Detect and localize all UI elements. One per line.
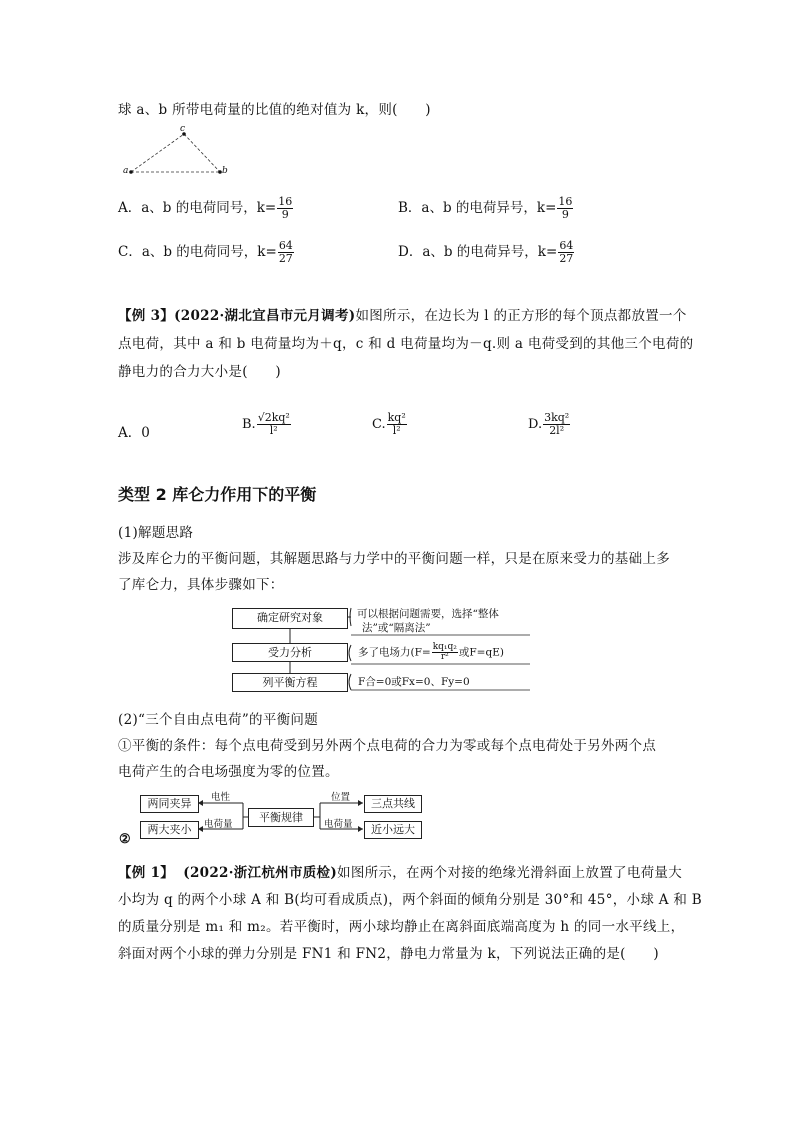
flow-step-1: 确定研究对象 [232, 608, 348, 629]
option-d: D．a、b 的电荷异号，k= $\frac{64}{27}$ [398, 239, 574, 265]
example1-line3: 的质量分别是 m₁ 和 m₂。若平衡时，两小球均静止在离斜面底端高度为 h 的同一水平线上， [118, 919, 685, 935]
label-b: b [222, 166, 228, 176]
subheading-1: (1)解题思路 [118, 525, 194, 541]
label-a: a [123, 166, 129, 176]
example3-option-a: A．0 [118, 425, 150, 441]
label-charge-sign: 电性 [211, 792, 231, 803]
flow-step-2: 受力分析 [232, 643, 348, 662]
option-a: A．a、b 的电荷同号，k= $\frac{16}{9}$ [118, 195, 293, 221]
example1-line2: 小均为 q 的两个小球 A 和 B(均可看成质点)，两个斜面的倾角分别是 30°和 45°，小球 A 和 B [118, 892, 702, 908]
example3-line3: 静电力的合力大小是( ) [118, 364, 281, 380]
subheading-2: (2)“三个自由点电荷”的平衡问题 [118, 712, 319, 728]
label-position: 位置 [331, 792, 351, 803]
rule-right-top: 三点共线 [364, 795, 422, 813]
example1-line4: 斜面对两个小球的弹力分别是 FN1 和 FN2，静电力常量为 k，下列说法正确的是( ) [118, 946, 659, 962]
condition-line1: ①平衡的条件：每个点电荷受到另外两个点电荷的合力为零或每个点电荷处于另外两个点 [118, 738, 657, 754]
paragraph-line1: 涉及库仑力的平衡问题，其解题思路与力学中的平衡问题一样，只是在原来受力的基础上多 [118, 551, 670, 567]
rule-center: 平衡规律 [248, 808, 314, 827]
label-c: c [180, 124, 186, 134]
flow-note-3: F合=0或Fx=0、Fy=0 [358, 676, 470, 688]
flow-note-1a: 可以根据问题需要，选择“整体 [357, 608, 499, 620]
rule-left-bottom: 两大夹小 [140, 821, 199, 839]
example3-option-c: C. $\frac{\text{kq²}}{\text{l²}}$ [372, 411, 406, 437]
example1-line1: 【例 1】 (2022·浙江杭州市质检)如图所示，在两个对接的绝缘光滑斜面上放置了电荷量大 [118, 865, 683, 881]
example3-option-b: B. $\frac{\text{√2kq²}}{\text{l²}}$ [242, 411, 290, 437]
label-charge-amount-left: 电荷量 [204, 819, 233, 830]
flow-step-3: 列平衡方程 [232, 673, 348, 692]
paragraph-line2: 了库仑力，具体步骤如下： [118, 577, 284, 593]
condition-line2: 电荷产生的合电场强度为零的位置。 [118, 764, 339, 780]
rule-right-bottom: 近小远大 [364, 821, 422, 839]
marker-2: ② [119, 832, 131, 847]
example3-option-d: D. $\frac{\text{3kq²}}{\text{2l²}}$ [528, 411, 570, 437]
example3-line1: 【例 3】(2022·湖北宜昌市元月调考)如图所示，在边长为 l 的正方形的每个顶点都放置一个 [118, 308, 687, 324]
section-title: 类型 2 库仑力作用下的平衡 [118, 485, 317, 504]
flow-note-1b: 法”或“隔离法” [362, 622, 431, 634]
option-b: B．a、b 的电荷异号，k= $\frac{16}{9}$ [398, 195, 573, 221]
example3-line2: 点电荷，其中 a 和 b 电荷量均为＋q，c 和 d 电荷量均为－q.则 a 电荷受到的其他三个电荷的 [118, 336, 694, 352]
rule-left-top: 两同夹异 [140, 795, 199, 813]
flow-note-2: 多了电场力(F= $\frac{\text{kq₁q₂}}{\text{r²}}$ 或F=qE) [358, 642, 504, 662]
question-tail: 球 a、b 所带电荷量的比值的绝对值为 k，则( ) [118, 102, 431, 118]
label-charge-amount-right: 电荷量 [324, 819, 353, 830]
option-c: C．a、b 的电荷同号，k= $\frac{64}{27}$ [118, 239, 293, 265]
